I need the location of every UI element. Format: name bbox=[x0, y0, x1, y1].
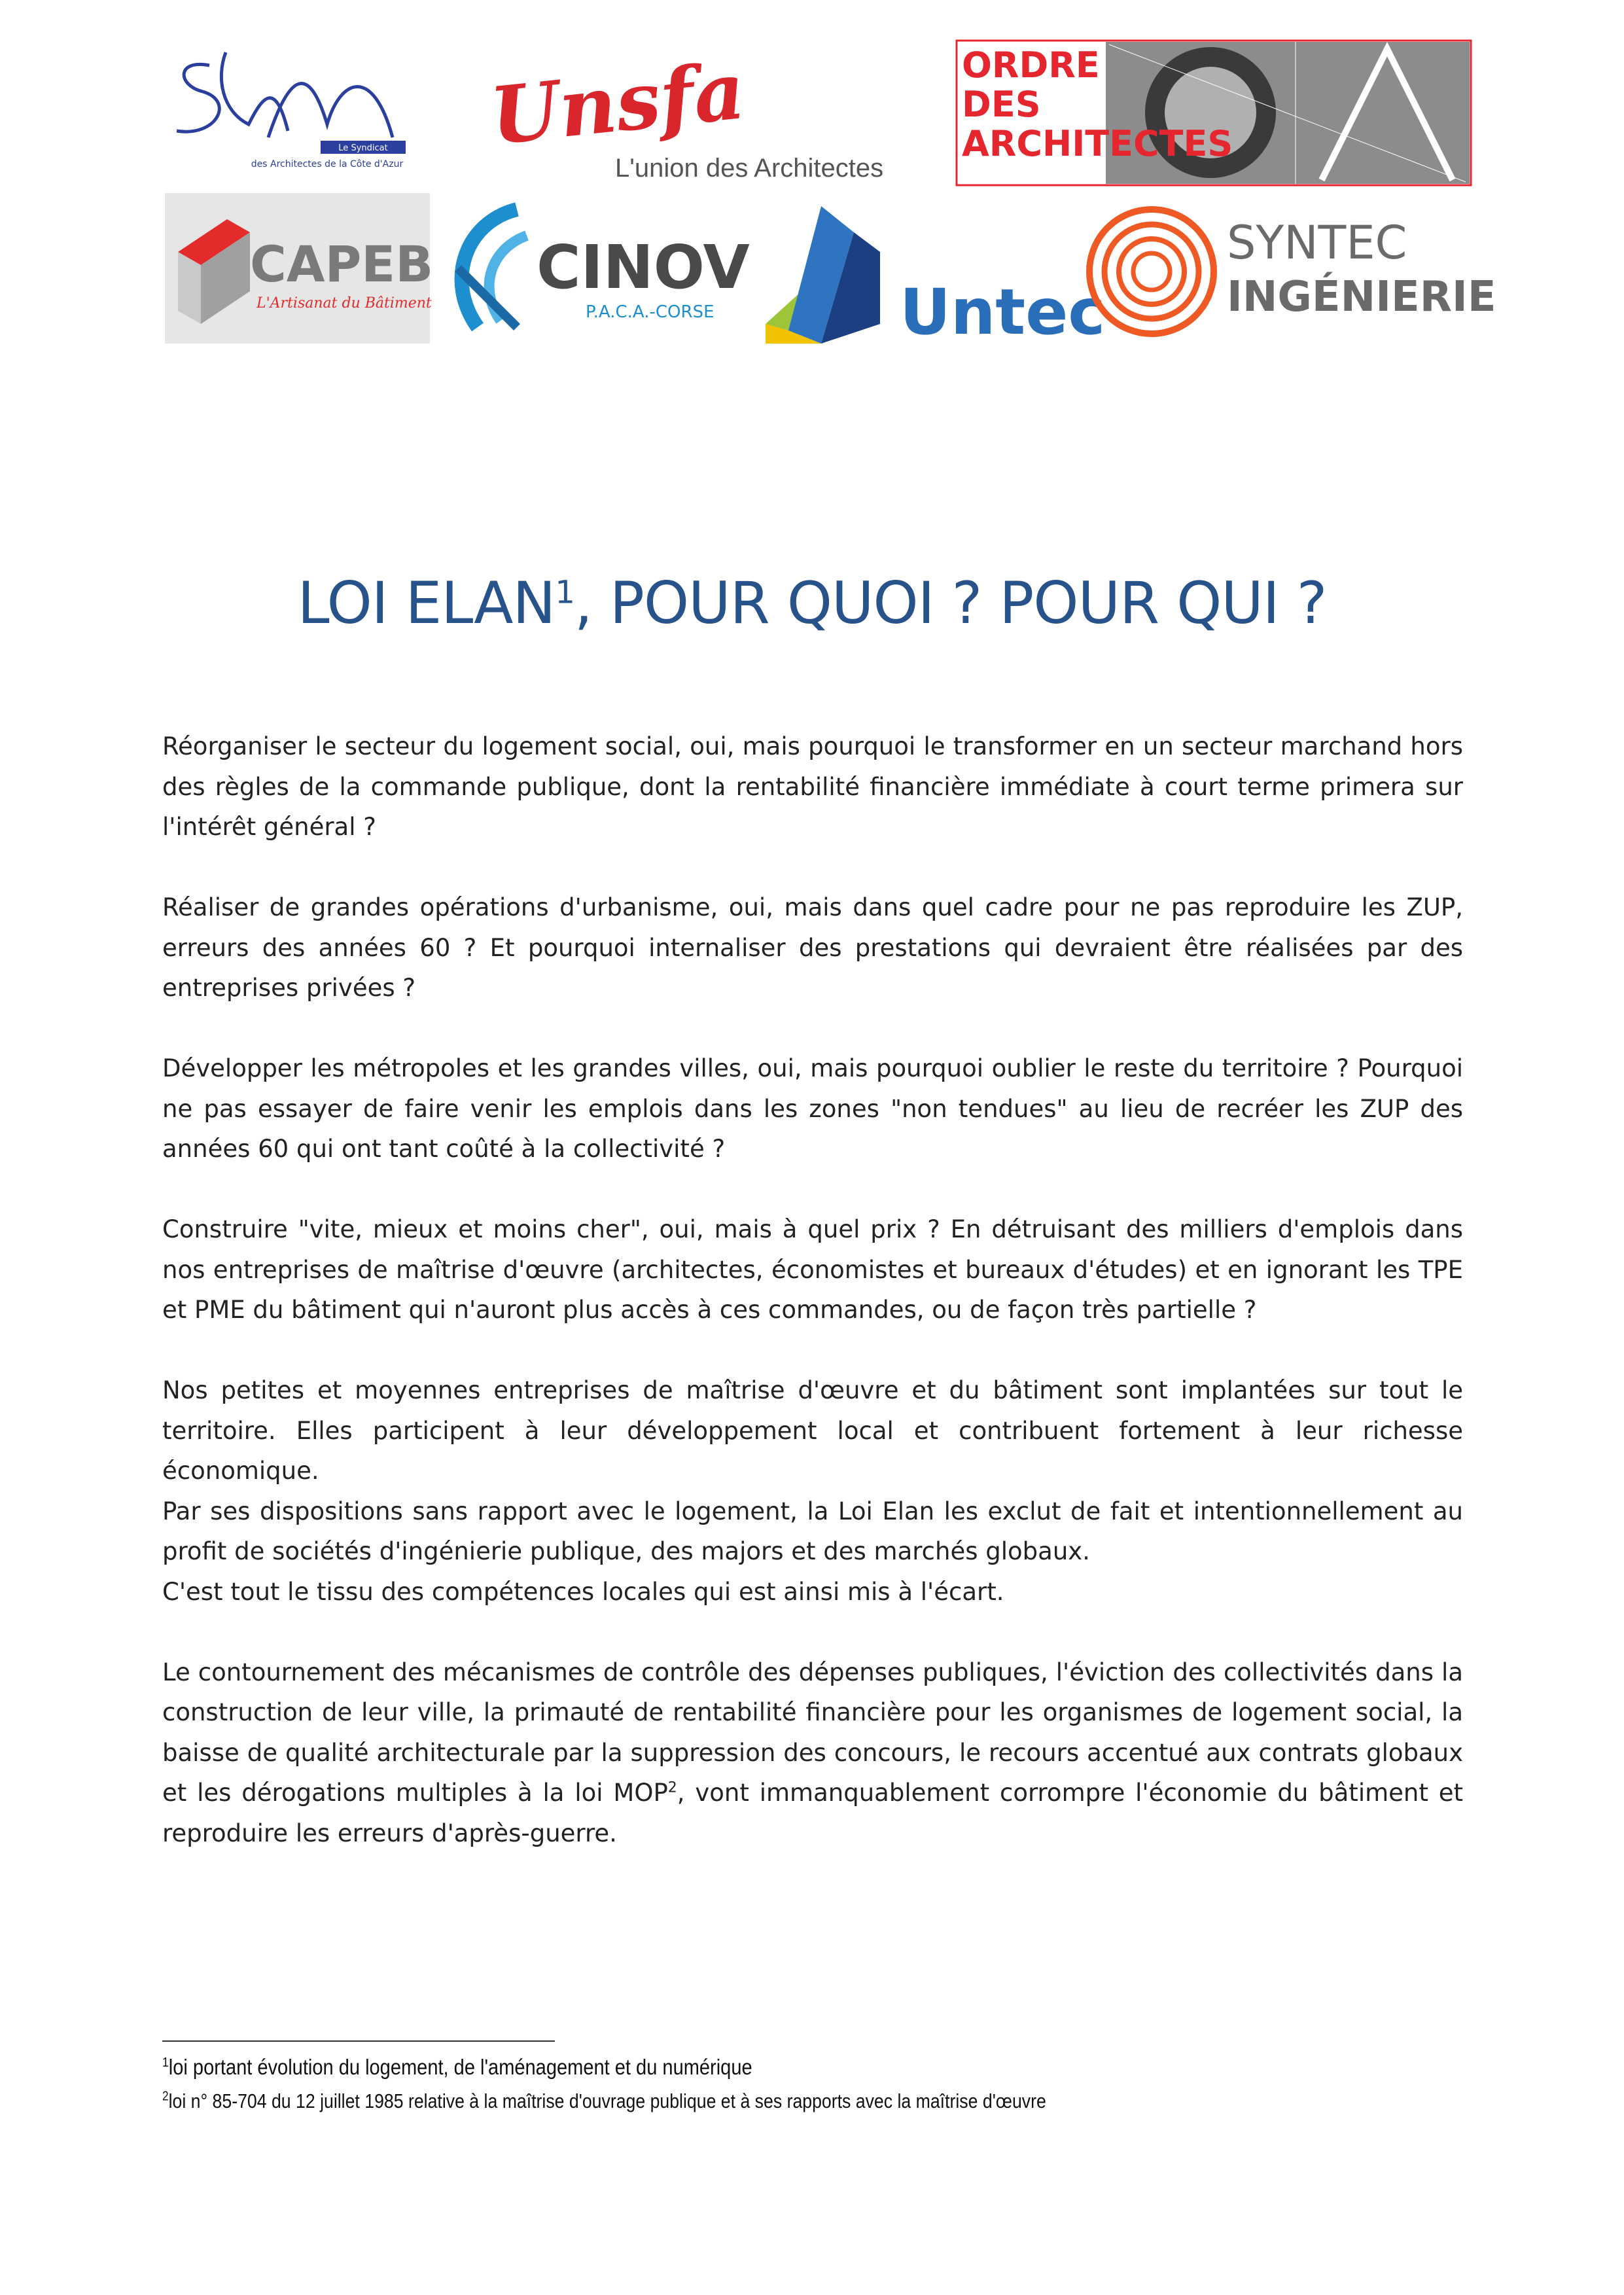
capeb-tagline: L'Artisanat du Bâtiment bbox=[256, 295, 432, 311]
paragraph-4: Construire "vite, mieux et moins cher", oui, mais à quel prix ? En détruisant des milliers d'emplois dans nos entreprises de maîtrise d'œuvre (architectes, économistes et bureaux d'études) et en ignorant les TPE et PME du bâtiment qui n'auront plus accès à ces commandes, ou de façon très partielle ? bbox=[162, 1215, 1463, 1324]
document-title bbox=[0, 569, 1624, 637]
title-main: LOI ELAN bbox=[297, 569, 556, 637]
unsfa-logo bbox=[487, 46, 887, 187]
document-body bbox=[162, 726, 1463, 1894]
capeb-name: CAPEB bbox=[250, 235, 434, 293]
ordre-des-architectes-logo bbox=[955, 39, 1472, 187]
sac-logo bbox=[164, 39, 412, 177]
mop-footnote-ref: 2 bbox=[667, 1779, 677, 1796]
capeb-logo bbox=[165, 193, 434, 344]
footnote-separator bbox=[162, 2040, 555, 2042]
footnote-2-text: loi n° 85-704 du 12 juillet 1985 relative à la maîtrise d'ouvrage publique et à ses rapports avec la maîtrise d'œuvre bbox=[168, 2090, 1046, 2112]
unsfa-tagline: L'union des Architectes bbox=[615, 154, 884, 183]
paragraph-6: Par ses dispositions sans rapport avec le logement, la Loi Elan les exclut de fait et intentionnellement au profit de sociétés d'ingénierie publique, des majors et des marchés globaux. bbox=[162, 1497, 1463, 1565]
untec-name: Untec bbox=[900, 276, 1106, 349]
title-suffix: , POUR QUOI ? POUR QUI ? bbox=[574, 569, 1327, 637]
sac-caption-1: Le Syndicat bbox=[338, 143, 388, 153]
cinov-logo bbox=[438, 196, 766, 344]
syntec-ingenierie-logo bbox=[1086, 196, 1496, 347]
ordre-line-1: ORDRE bbox=[962, 44, 1100, 86]
footnote-2-number: 2 bbox=[162, 2089, 169, 2104]
paragraph-8 bbox=[162, 1652, 1463, 1854]
footnote-2 bbox=[162, 2090, 1046, 2113]
title-footnote-ref: 1 bbox=[555, 574, 574, 611]
untec-logo bbox=[762, 193, 1106, 349]
cinov-name: CINOV bbox=[537, 232, 750, 302]
paragraph-3: Développer les métropoles et les grandes villes, oui, mais pourquoi oublier le reste du territoire ? Pourquoi ne pas essayer de faire venir les emplois dans les zones "non tendues" au lieu de recréer les ZUP des années 60 qui ont tant coûté à la collectivité ? bbox=[162, 1054, 1463, 1163]
cinov-region: P.A.C.A.-CORSE bbox=[586, 302, 715, 322]
footnote-1 bbox=[162, 2055, 752, 2080]
sac-caption-2: des Architectes de la Côte d'Azur bbox=[251, 159, 404, 169]
footnote-1-text: loi portant évolution du logement, de l'aménagement et du numérique bbox=[168, 2055, 752, 2079]
unsfa-wordmark: Unsfa bbox=[486, 44, 749, 163]
paragraph-2: Réaliser de grandes opérations d'urbanisme, oui, mais dans quel cadre pour ne pas reproduire les ZUP, erreurs des années 60 ? Et pourquoi internaliser des prestations qui devraient être réalisées par des entreprises privées ? bbox=[162, 893, 1463, 1002]
paragraph-8-text: Le contournement des mécanismes de contrôle des dépenses publiques, l'éviction des collectivités dans la construction de leur ville, la primauté de rentabilité financière pour les organismes de logement social, la baisse de qualité architecturale par la suppression des concours, le recours accentué aux contrats globaux et les dérogations multiples à la loi MOP bbox=[162, 1658, 1463, 1807]
paragraph-5: Nos petites et moyennes entreprises de maîtrise d'œuvre et du bâtiment sont implantées sur tout le territoire. Elles participent à leur développement local et contribuent fortement à leur richesse économique. bbox=[162, 1376, 1463, 1485]
paragraph-7: C'est tout le tissu des compétences locales qui est ainsi mis à l'écart. bbox=[162, 1577, 1004, 1606]
paragraph-8-end: , vont immanquablement corrompre l'économie du bâtiment et reproduire les erreurs d'après-guerre. bbox=[162, 1779, 1463, 1847]
ordre-line-3: ARCHITECTES bbox=[962, 123, 1233, 164]
footnote-1-number: 1 bbox=[162, 2055, 169, 2070]
paragraph-1: Réorganiser le secteur du logement social, oui, mais pourquoi le transformer en un secteur marchand hors des règles de la commande publique, dont la rentabilité financière immédiate à court terme primera sur l'intérêt général ? bbox=[162, 732, 1463, 841]
ordre-line-2: DES bbox=[962, 84, 1041, 125]
syntec-line-2: INGÉNIERIE bbox=[1227, 273, 1496, 321]
syntec-line-1: SYNTEC bbox=[1227, 216, 1407, 270]
